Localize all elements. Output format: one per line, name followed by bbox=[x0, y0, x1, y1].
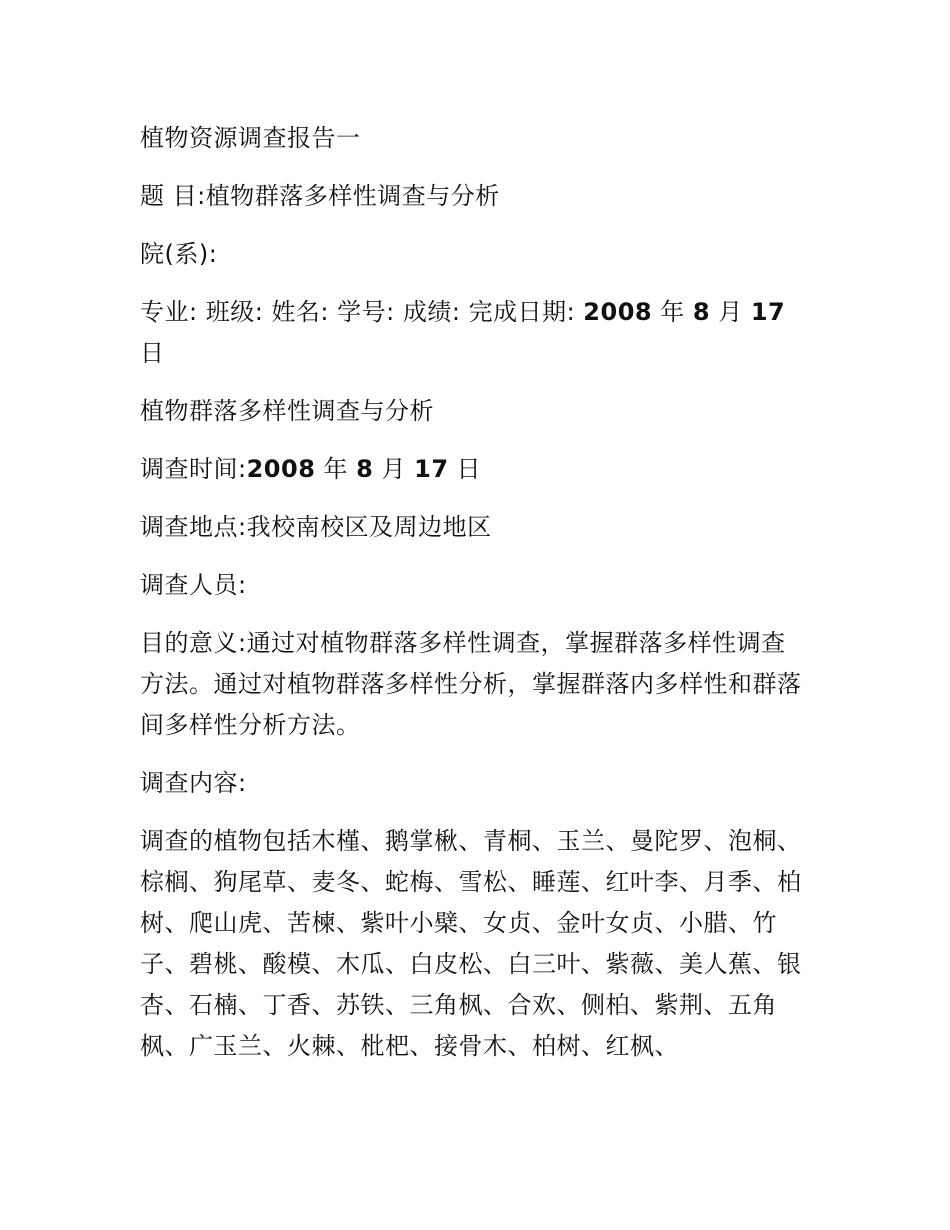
survey-location-line: 调查地点:我校南校区及周边地区 bbox=[140, 513, 492, 541]
survey-staff-line: 调查人员: bbox=[140, 571, 247, 599]
completion-month: 8 bbox=[692, 298, 711, 326]
completion-month-unit: 月 bbox=[710, 298, 751, 326]
student-info-fields: 专业: 班级: 姓名: 学号: 成绩: 完成日期: bbox=[140, 298, 584, 326]
student-info-line bbox=[140, 292, 810, 374]
completion-day-unit: 日 bbox=[140, 339, 165, 367]
survey-time-label: 调查时间: bbox=[140, 455, 247, 483]
survey-year-unit: 年 bbox=[315, 455, 357, 483]
document-page bbox=[140, 118, 810, 1084]
document-title: 植物资源调查报告一 bbox=[140, 124, 361, 152]
content-label: 调查内容: bbox=[140, 769, 247, 797]
survey-year: 2008 bbox=[246, 455, 316, 483]
survey-month: 8 bbox=[356, 455, 374, 483]
survey-day: 17 bbox=[414, 455, 449, 483]
topic-line: 题 目:植物群落多样性调查与分析 bbox=[140, 182, 500, 210]
plant-list-paragraph: 调查的植物包括木槿、鹅掌楸、青桐、玉兰、曼陀罗、泡桐、棕榈、狗尾草、麦冬、蛇梅、雪松、睡莲、红叶李、月季、柏树、爬山虎、苦楝、紫叶小檗、女贞、金叶女贞、小腊、竹子、碧桃、酸模、木瓜、白皮松、白三叶、紫薇、美人蕉、银杏、石楠、丁香、苏铁、三角枫、合欢、侧柏、紫荆、五角枫、广玉兰、火棘、枇杷、接骨木、柏树、红枫、 bbox=[140, 827, 802, 1060]
survey-month-unit: 月 bbox=[373, 455, 415, 483]
purpose-paragraph: 目的意义:通过对植物群落多样性调查，掌握群落多样性调查方法。通过对植物群落多样性分析，掌握群落内多样性和群落间多样性分析方法。 bbox=[140, 629, 802, 739]
section-heading: 植物群落多样性调查与分析 bbox=[140, 397, 434, 425]
completion-year-unit: 年 bbox=[652, 298, 693, 326]
completion-day: 17 bbox=[750, 298, 786, 326]
survey-day-unit: 日 bbox=[448, 455, 482, 483]
department-line: 院(系): bbox=[140, 240, 218, 268]
survey-time-line bbox=[140, 449, 810, 490]
completion-year: 2008 bbox=[583, 298, 653, 326]
